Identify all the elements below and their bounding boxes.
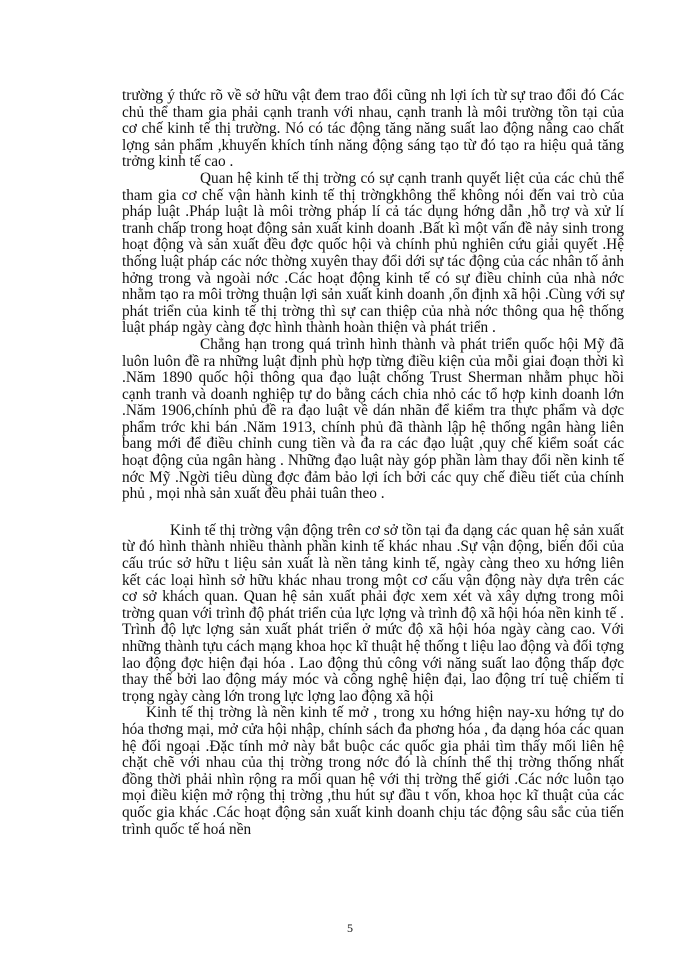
paragraph-gap — [122, 503, 624, 523]
paragraph-2: Quan hệ kinh tế thị trờng có sự cạnh tranh quyết liệt của các chủ thể tham gia cơ chế vận hành kinh tế thị trờngkhông thể không nói đến vai trò của pháp luật .Pháp luật là môi trờng pháp lí cả tác dụng hớng dẫn ,hỗ trợ và xử lí tranh chấp trong hoạt động sản xuất kinh doanh .Bất kì một vấn đề nảy sinh trong hoạt động và sản xuất đều đợc quốc hội và chính phủ nghiên cứu giải quyết .Hệ thống luật pháp các nớc thờng xuyên thay đổi dới sự tác động của các nhân tố ảnh hởng trong và ngoài nớc .Các hoạt động kinh tế có sự điều chỉnh của nhà nớc nhằm tạo ra môi trờng thuận lợi sản xuất kinh doanh ,ổn định xã hội .Cùng với sự phát triển của kinh tế thị trờng thì sự can thiệp của nhà nớc thông qua hệ thống luật pháp ngày càng đợc hình thành hoàn thiện và phát triển . — [122, 169, 624, 337]
paragraph-4: Kinh tế thị trờng vận động trên cơ sở tồn tại đa dạng các quan hệ sản xuất từ đó hình thành nhiều thành phần kinh tế khác nhau .Sự vận động, biến đổi của cấu trúc sở hữu t liệu sản xuất là nền tảng kinh tế, ngày càng theo xu hớng liên kết các loại hình sở hữu khác nhau trong một cơ cấu vận động này dựa trên các cơ sở khách quan. Quan hệ sản xuất phải đợc xem xét và xây dựng trong môi trờng quan với trình độ phát triển của lực lợng và trình độ xã hội hóa nền kinh tế . Trình độ lực lợng sản xuất phát triển ở mức độ xã hội hóa ngày càng cao. Với những thành tựu cách mạng khoa học kĩ thuật hệ thống t liệu lao động và đối tợng lao động đợc hiện đại hóa . Lao động thủ công với năng suất lao động thấp đợc thay thế bởi lao động máy móc và công nghệ hiện đại, lao động trí tuệ chiếm tỉ trọng ngày càng lớn trong lực lợng lao động xã hội — [122, 521, 624, 705]
body-text — [122, 88, 624, 838]
paragraph-1: trường ý thức rõ về sở hữu vật đem trao đổi cũng nh lợi ích từ sự trao đổi đó Các chủ thể tham gia phải cạnh tranh với nhau, cạnh tranh là môi trường tồn tại của cơ chế kinh tế thị trường. Nó có tác động tăng năng suất lao động nâng cao chất lợng sản phẩm ,khuyến khích tính năng động sáng tạo từ đó tạo ra hiệu quả tăng trởng kinh tế cao . — [122, 87, 624, 171]
page-number: 5 — [347, 921, 353, 935]
paragraph-5: Kinh tế thị trờng là nền kinh tế mở , trong xu hớng hiện nay-xu hớng tự do hóa thơng mại, mở cửa hội nhập, chính sách đa phơng hóa , đa dạng hóa các quan hệ đối ngoại .Đặc tính mở này bắt buộc các quốc gia phải tìm thấy mối liên hệ chặt chẽ với nhau của thị trờng trong nớc đó là chính thể thị trờng thống nhất đồng thời phải nhìn rộng ra mối quan hệ với thị trờng thế giới .Các nớc luôn tạo mọi điều kiện mở rộng thị trờng ,thu hút sự đầu t vốn, khoa học kĩ thuật của các quốc gia khác .Các hoạt động sản xuất kinh doanh chịu tác động sâu sắc của tiến trình quốc tế hoá nền — [122, 704, 624, 838]
paragraph-3: Chẳng hạn trong quá trình hình thành và phát triển quốc hội Mỹ đã luôn luôn đề ra những luật định phù hợp từng điều kiện của mỗi giai đoạn thời kì .Năm 1890 quốc hội thông qua đạo luật chống Trust Sherman nhằm phục hồi cạnh tranh và doanh nghiệp tự do bằng cách chia nhỏ các tổ hợp kinh doanh lớn .Năm 1906,chính phủ đề ra đạo luật về dán nhãn để kiểm tra thực phẩm và dợc phẩm trớc khi bán .Năm 1913, chính phủ đã thành lập hệ thống ngân hàng liên bang mới để điều chỉnh cung tiền và đa ra các đạo luật ,quy chế kiểm soát các hoạt động của ngân hàng . Những đạo luật này góp phần làm thay đổi nền kinh tế nớc Mỹ .Ngời tiêu dùng đợc đảm bảo lợi ích bởi các quy chế điều tiết của chính phủ , mọi nhà sản xuất đều phải tuân theo . — [122, 335, 624, 503]
